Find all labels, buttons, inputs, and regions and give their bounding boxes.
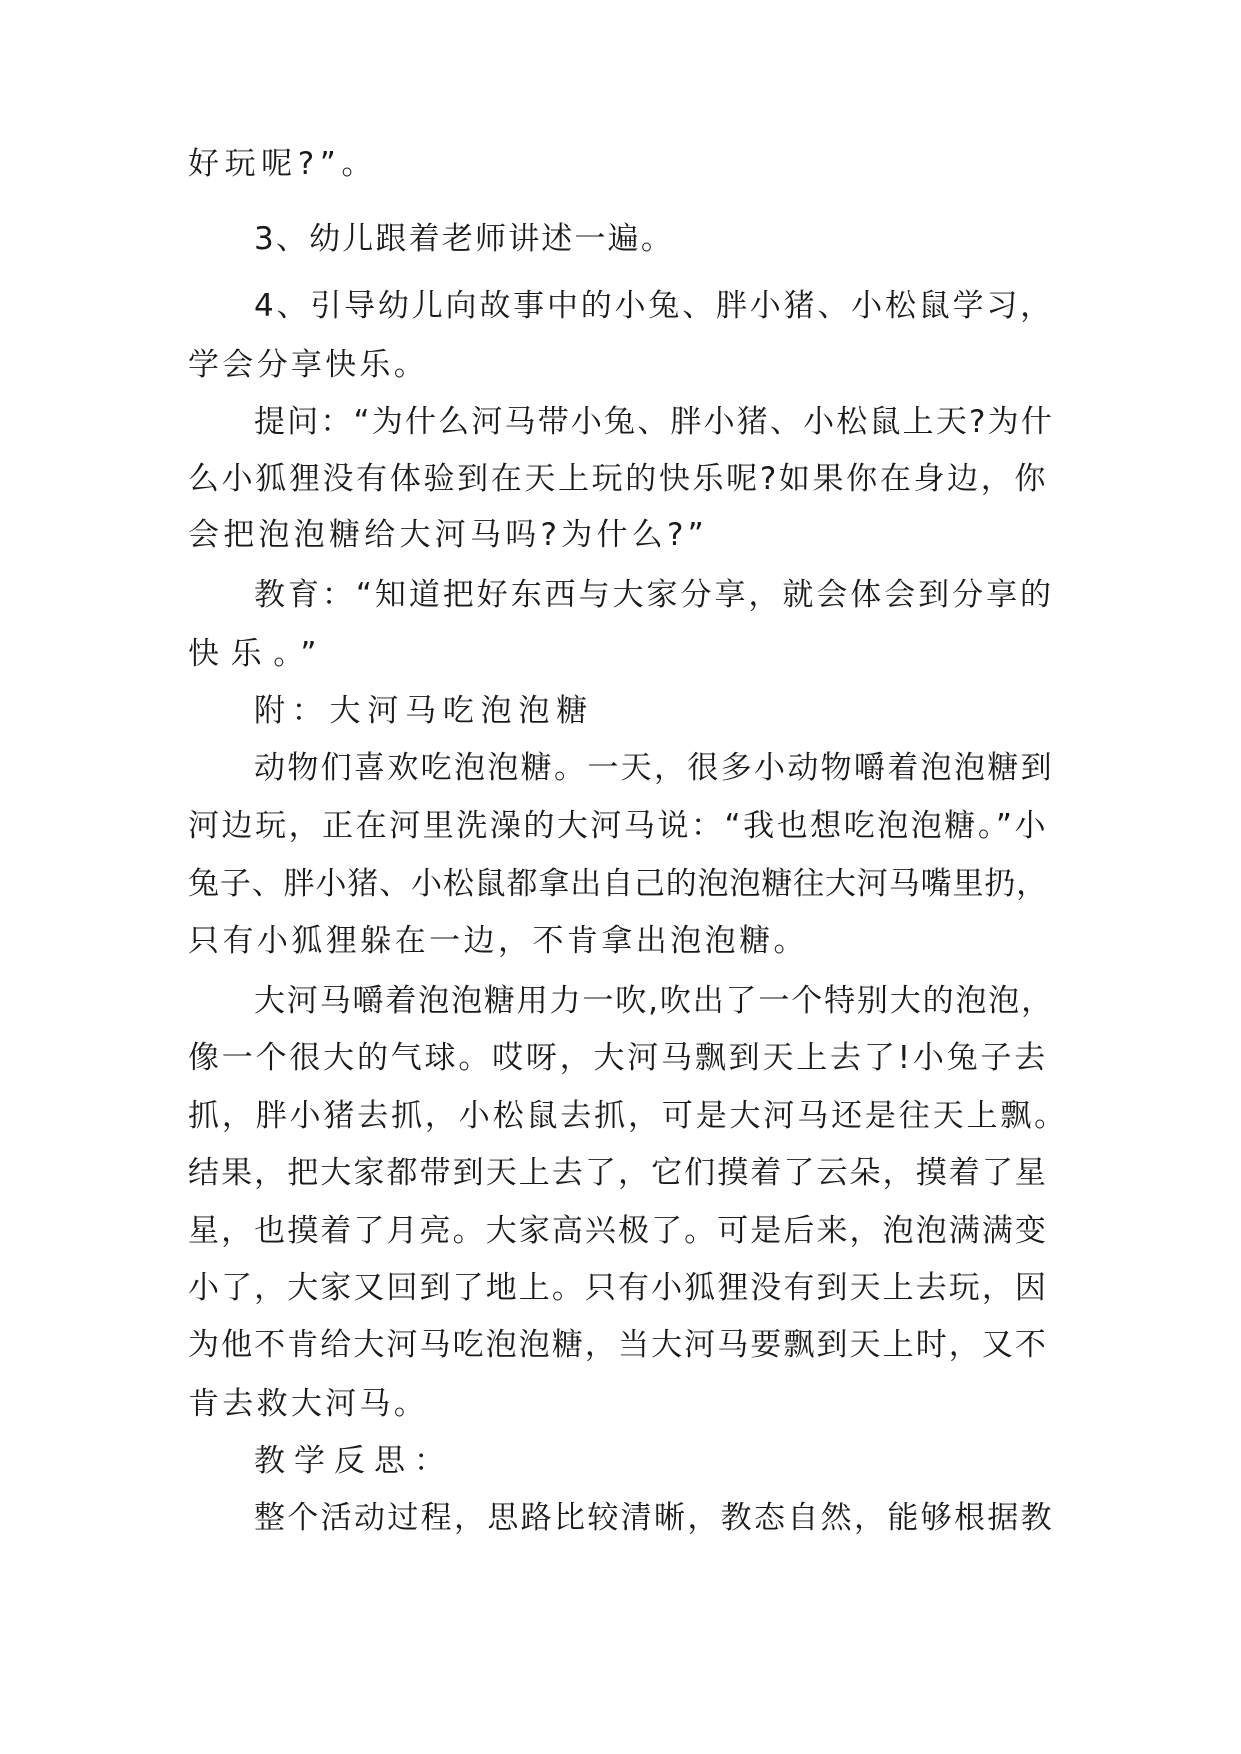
text-line: 教学反思： bbox=[254, 1443, 454, 1479]
text-line: 河边玩，正在河里洗澡的大河马说：“我也想吃泡泡糖。”小 bbox=[188, 808, 1048, 844]
text-line: 动物们喜欢吃泡泡糖。一天，很多小动物嚼着泡泡糖到 bbox=[254, 750, 1054, 786]
text-line: 么小狐狸没有体验到在天上玩的快乐呢?如果你在身边，你 bbox=[188, 461, 1048, 497]
text-line: 提问：“为什么河马带小兔、胖小猪、小松鼠上天?为什 bbox=[254, 404, 1054, 440]
text-line: 像一个很大的气球。哎呀，大河马飘到天上去了!小兔子去 bbox=[188, 1040, 1048, 1076]
text-line: 为他不肯给大河马吃泡泡糖，当大河马要飘到天上时，又不 bbox=[188, 1327, 1048, 1363]
text-line: 快乐。” bbox=[188, 636, 328, 672]
text-line: 教育：“知道把好东西与大家分享，就会体会到分享的 bbox=[254, 577, 1054, 613]
text-line: 好玩呢?”。 bbox=[188, 146, 378, 182]
text-line: 只有小狐狸躲在一边，不肯拿出泡泡糖。 bbox=[188, 923, 808, 959]
text-line: 兔子、胖小猪、小松鼠都拿出自己的泡泡糖往大河马嘴里扔， bbox=[188, 866, 1048, 902]
text-line: 肯去救大河马。 bbox=[188, 1386, 428, 1422]
text-line: 附：大河马吃泡泡糖 bbox=[254, 693, 594, 729]
text-line: 小了，大家又回到了地上。只有小狐狸没有到天上去玩，因 bbox=[188, 1270, 1048, 1306]
text-line: 抓，胖小猪去抓，小松鼠去抓，可是大河马还是往天上飘。 bbox=[188, 1098, 1068, 1134]
text-line: 会把泡泡糖给大河马吗?为什么?” bbox=[188, 517, 708, 553]
text-line: 整个活动过程，思路比较清晰，教态自然，能够根据教 bbox=[254, 1500, 1054, 1536]
text-line: 星，也摸着了月亮。大家高兴极了。可是后来，泡泡满满变 bbox=[188, 1213, 1048, 1249]
text-line: 3、幼儿跟着老师讲述一遍。 bbox=[254, 221, 674, 257]
text-line: 结果，把大家都带到天上去了，它们摸着了云朵，摸着了星 bbox=[188, 1155, 1048, 1191]
text-line: 大河马嚼着泡泡糖用力一吹,吹出了一个特别大的泡泡， bbox=[254, 983, 1054, 1019]
text-line: 4、引导幼儿向故事中的小兔、胖小猪、小松鼠学习， bbox=[254, 288, 1054, 324]
text-line: 学会分享快乐。 bbox=[188, 347, 428, 383]
